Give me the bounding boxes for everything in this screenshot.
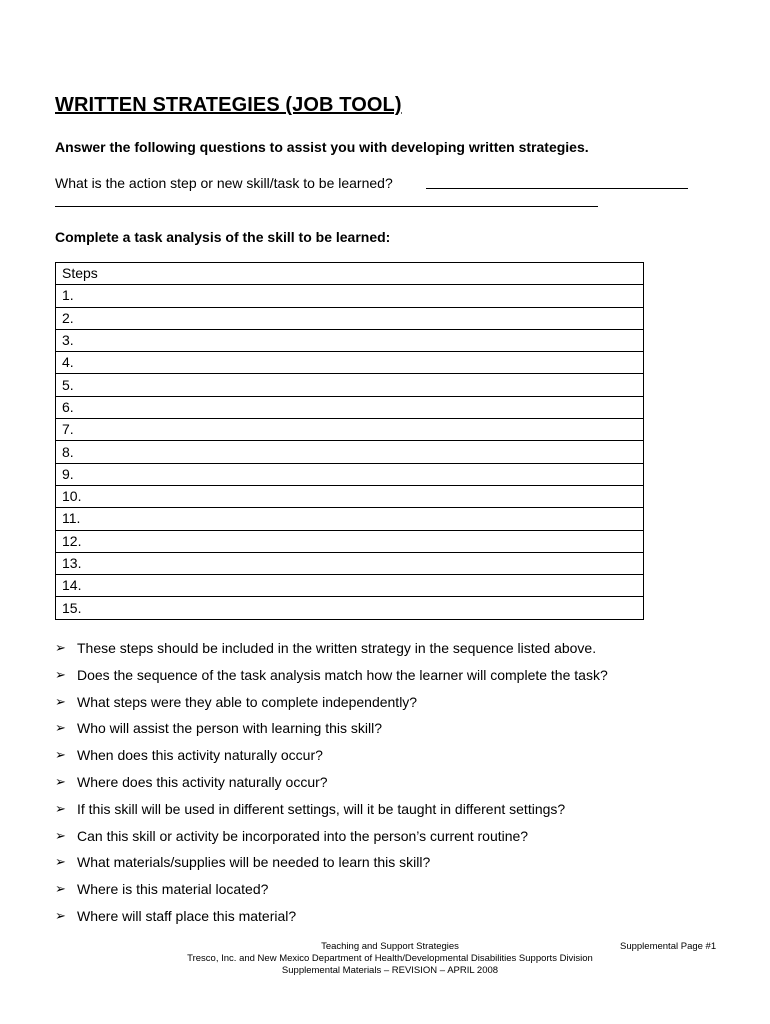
arrow-bullet-icon: ➢ bbox=[55, 640, 66, 655]
footer-line-3: Supplemental Materials – REVISION – APRIL 2008 bbox=[281, 965, 499, 976]
answer-line-2[interactable] bbox=[55, 206, 598, 207]
step-cell[interactable]: 2. bbox=[56, 307, 644, 329]
bullet-text: Where will staff place this material? bbox=[77, 907, 297, 924]
step-cell[interactable]: 4. bbox=[56, 352, 644, 374]
arrow-bullet-icon: ➢ bbox=[55, 720, 66, 736]
step-cell[interactable]: 10. bbox=[56, 485, 644, 507]
bullet-text: Does the sequence of the task analysis match how the learner will complete the task? bbox=[77, 666, 608, 683]
guidance-bullet-list bbox=[55, 638, 608, 933]
guidance-bullet bbox=[55, 665, 608, 692]
step-cell[interactable]: 3. bbox=[56, 329, 644, 351]
arrow-bullet-icon: ➢ bbox=[55, 800, 66, 816]
bullet-text: Who will assist the person with learning this skill? bbox=[77, 720, 383, 737]
guidance-bullet bbox=[55, 692, 608, 719]
step-row[interactable] bbox=[56, 485, 644, 507]
step-row[interactable] bbox=[56, 374, 644, 396]
arrow-bullet-icon: ➢ bbox=[55, 666, 66, 682]
intro-text: Answer the following questions to assist you with developing written strategies. bbox=[55, 139, 589, 155]
step-cell[interactable]: 5. bbox=[56, 374, 644, 396]
step-row[interactable] bbox=[56, 508, 644, 530]
guidance-bullet bbox=[55, 799, 608, 826]
arrow-bullet-icon: ➢ bbox=[55, 693, 66, 709]
step-row[interactable] bbox=[56, 352, 644, 374]
bullet-text: Can this skill or activity be incorporated into the person’s current routine? bbox=[77, 827, 529, 844]
step-row[interactable] bbox=[56, 530, 644, 552]
step-cell[interactable]: 7. bbox=[56, 419, 644, 441]
step-row[interactable] bbox=[56, 396, 644, 418]
guidance-bullet bbox=[55, 879, 608, 906]
bullet-text: These steps should be included in the written strategy in the sequence listed above. bbox=[77, 640, 597, 656]
step-cell[interactable]: 9. bbox=[56, 463, 644, 485]
bullet-text: If this skill will be used in different settings, will it be taught in different settings? bbox=[77, 800, 566, 817]
guidance-bullet bbox=[55, 906, 608, 933]
footer-page-label: Supplemental Page #1 bbox=[620, 941, 717, 952]
step-row[interactable] bbox=[56, 575, 644, 597]
step-cell[interactable]: 11. bbox=[56, 508, 644, 530]
guidance-bullet bbox=[55, 772, 608, 799]
guidance-bullet bbox=[55, 852, 608, 879]
steps-column-header: Steps bbox=[56, 263, 644, 285]
answer-line-1[interactable] bbox=[426, 188, 688, 189]
step-row[interactable] bbox=[56, 552, 644, 574]
step-row[interactable] bbox=[56, 597, 644, 619]
step-cell[interactable]: 12. bbox=[56, 530, 644, 552]
step-cell[interactable]: 6. bbox=[56, 396, 644, 418]
arrow-bullet-icon: ➢ bbox=[55, 773, 66, 789]
footer-center bbox=[130, 941, 650, 977]
bullet-text: What steps were they able to complete independently? bbox=[77, 693, 418, 710]
task-analysis-heading: Complete a task analysis of the skill to be learned: bbox=[55, 229, 391, 245]
steps-header-row bbox=[56, 263, 644, 285]
step-cell[interactable]: 1. bbox=[56, 285, 644, 307]
step-cell[interactable]: 13. bbox=[56, 552, 644, 574]
arrow-bullet-icon: ➢ bbox=[55, 747, 66, 763]
arrow-bullet-icon: ➢ bbox=[55, 881, 66, 897]
step-row[interactable] bbox=[56, 307, 644, 329]
bullet-text: Where is this material located? bbox=[77, 881, 269, 898]
guidance-bullet bbox=[55, 638, 608, 665]
arrow-bullet-icon: ➢ bbox=[55, 907, 66, 923]
step-row[interactable] bbox=[56, 419, 644, 441]
bullet-text: Where does this activity naturally occur? bbox=[77, 773, 328, 790]
step-cell[interactable]: 8. bbox=[56, 441, 644, 463]
guidance-bullet bbox=[55, 826, 608, 853]
step-row[interactable] bbox=[56, 329, 644, 351]
bullet-text: When does this activity naturally occur? bbox=[77, 747, 323, 764]
guidance-bullet bbox=[55, 745, 608, 772]
action-step-question: What is the action step or new skill/task to be learned? bbox=[55, 175, 393, 191]
step-row[interactable] bbox=[56, 441, 644, 463]
footer-line-1: Teaching and Support Strategies bbox=[321, 941, 459, 952]
bullet-text: What materials/supplies will be needed to learn this skill? bbox=[77, 854, 431, 871]
arrow-bullet-icon: ➢ bbox=[55, 854, 66, 870]
step-row[interactable] bbox=[56, 285, 644, 307]
step-cell[interactable]: 14. bbox=[56, 575, 644, 597]
step-cell[interactable]: 15. bbox=[56, 597, 644, 619]
footer-line-2: Tresco, Inc. and New Mexico Department of Health/Developmental Disabilities Supports Division bbox=[187, 953, 593, 964]
page-title: WRITTEN STRATEGIES (JOB TOOL) bbox=[55, 94, 402, 116]
guidance-bullet bbox=[55, 718, 608, 745]
steps-table bbox=[55, 262, 644, 620]
step-row[interactable] bbox=[56, 463, 644, 485]
arrow-bullet-icon: ➢ bbox=[55, 827, 66, 843]
